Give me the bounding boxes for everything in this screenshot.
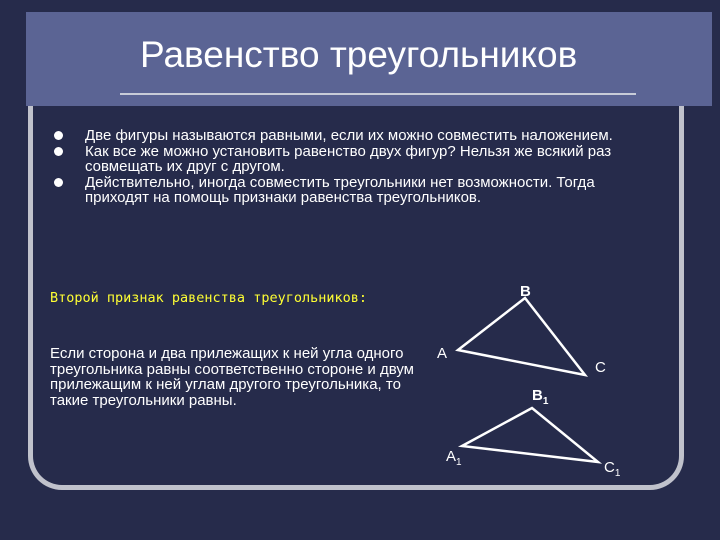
triangle-a1b1c1 — [462, 408, 598, 462]
bullet-text: Две фигуры называются равными, если их можно совместить наложением. — [85, 127, 613, 144]
triangle-abc — [458, 298, 585, 375]
label-b1: $B_1$ — [532, 387, 549, 407]
label-b: B — [520, 283, 531, 300]
label-a1: $A_1$ — [446, 448, 462, 468]
slide-title: Равенство треугольников — [140, 34, 578, 75]
bullet-text: Как все же можно установить равенство двух фигур? Нельзя же всякий раз совмещать их друг с другом. — [85, 142, 612, 175]
label-c1: $C_1$ — [604, 459, 621, 479]
theorem-text: Если сторона и два прилежащих к ней угла одного треугольника равны соответственно стороне и двум прилежащим к ней углам другого треугольника, то такие треугольники равны. — [50, 345, 414, 409]
bullet-text: Действительно, иногда совместить треугольники нет возможности. Тогда приходят на помощь признаки равенства треугольников. — [85, 173, 595, 206]
label-a: A — [437, 345, 448, 362]
subheading: Второй признак равенства треугольников: — [50, 290, 367, 306]
label-c: C — [595, 359, 606, 376]
